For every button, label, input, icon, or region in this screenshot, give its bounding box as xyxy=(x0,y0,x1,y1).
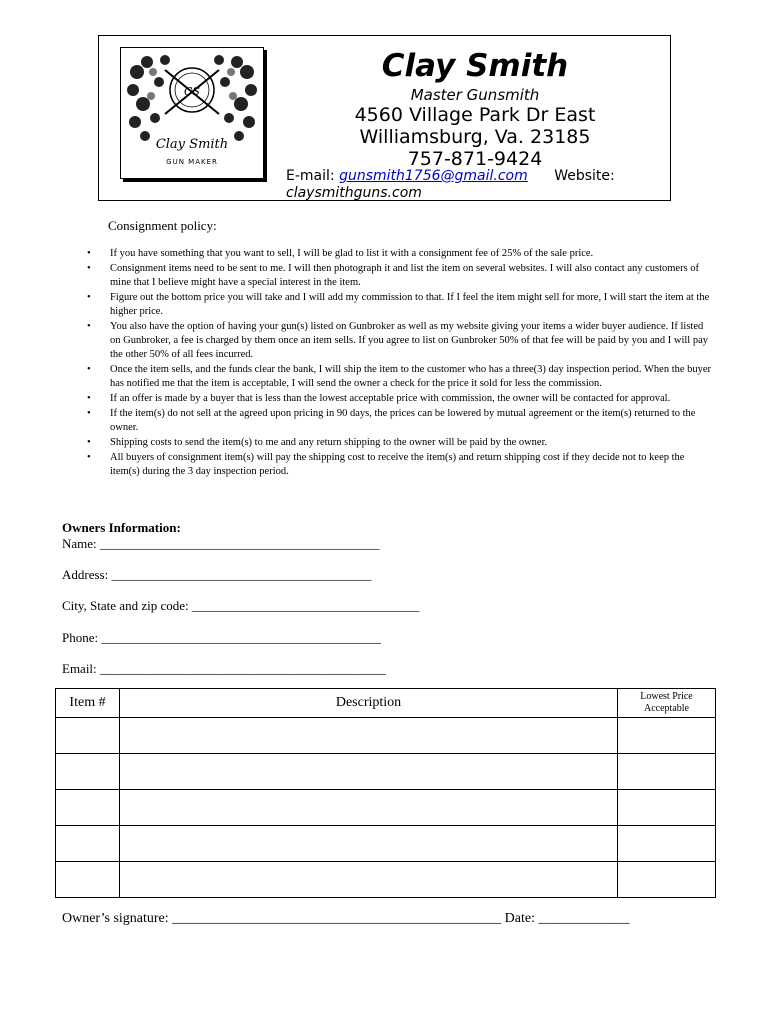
business-phone: 757-871-9424 xyxy=(407,148,543,170)
table-row xyxy=(56,718,716,754)
price-cell[interactable] xyxy=(618,790,716,826)
table-row xyxy=(56,826,716,862)
business-name: Clay Smith xyxy=(381,48,569,84)
table-row xyxy=(56,862,716,898)
description-cell[interactable] xyxy=(120,790,618,826)
policy-item: • Shipping costs to send the item(s) to me and any return shipping to the owner will be paid by the owner. xyxy=(87,437,548,448)
policy-item: • Consignment items need to be sent to me. I will then photograph it and list the item on several websites. I will also contact any customers of mine that I believe might have a special interest in the item. xyxy=(87,263,700,288)
website-label: Website: xyxy=(554,168,615,184)
contact-line xyxy=(286,168,666,202)
bullet-icon: • xyxy=(87,248,91,259)
item-number-cell[interactable] xyxy=(56,754,120,790)
item-number-cell[interactable] xyxy=(56,862,120,898)
bullet-icon: • xyxy=(87,408,91,419)
policy-item: • Once the item sells, and the funds clear the bank, I will ship the item to the customer who has a three(3) day inspection period. When the buyer has notified me that the item is acceptable, I will send the owner a check for the price it sold for less the commission. xyxy=(87,364,712,389)
table-header-row xyxy=(56,689,716,718)
price-cell[interactable] xyxy=(618,826,716,862)
city-address: Williamsburg, Va. 23185 xyxy=(359,126,591,148)
lowest-price-header: Lowest Price Acceptable xyxy=(618,689,716,718)
item-number-cell[interactable] xyxy=(56,826,120,862)
item-number-header: Item # xyxy=(56,689,120,718)
price-cell[interactable] xyxy=(618,718,716,754)
owner-city-field[interactable]: City, State and zip code: ___________________________________ xyxy=(62,598,420,613)
bullet-icon: • xyxy=(87,437,91,448)
website-url: claysmithguns.com xyxy=(286,185,422,201)
street-address: 4560 Village Park Dr East xyxy=(354,104,596,126)
table-row xyxy=(56,790,716,826)
svg-text:CS: CS xyxy=(184,85,200,98)
email-link[interactable]: gunsmith1756@gmail.com xyxy=(339,168,528,184)
price-cell[interactable] xyxy=(618,754,716,790)
logo-emblem-icon xyxy=(125,52,259,174)
bullet-icon: • xyxy=(87,263,91,274)
policy-heading: Consignment policy: xyxy=(108,218,217,233)
owner-address-field[interactable]: Address: ________________________________________ xyxy=(62,567,372,582)
description-cell[interactable] xyxy=(120,862,618,898)
price-cell[interactable] xyxy=(618,862,716,898)
description-cell[interactable] xyxy=(120,718,618,754)
email-label: E-mail: xyxy=(286,168,335,184)
gunsmith-logo xyxy=(120,47,264,179)
svg-text:Clay Smith: Clay Smith xyxy=(155,137,229,152)
item-number-cell[interactable] xyxy=(56,718,120,754)
owner-email-field[interactable]: Email: ____________________________________________ xyxy=(62,661,386,676)
svg-text:GUN MAKER: GUN MAKER xyxy=(166,158,218,166)
item-number-cell[interactable] xyxy=(56,790,120,826)
owner-name-field[interactable]: Name: ___________________________________________ xyxy=(62,536,380,551)
owner-phone-field[interactable]: Phone: ___________________________________________ xyxy=(62,630,381,645)
bullet-icon: • xyxy=(87,321,91,332)
description-cell[interactable] xyxy=(120,826,618,862)
table-row xyxy=(56,754,716,790)
description-header: Description xyxy=(120,689,618,718)
policy-item: • Figure out the bottom price you will take and I will add my commission to that. If I feel the item might sell for more, I will start the item at the higher price. xyxy=(87,292,710,317)
policy-item: • If an offer is made by a buyer that is less than the lowest acceptable price with commission, the owner will be contacted for approval. xyxy=(87,393,671,404)
policy-item: • If you have something that you want to sell, I will be glad to list it with a consignment fee of 25% of the sale price. xyxy=(87,248,594,259)
policy-item: • All buyers of consignment item(s) will pay the shipping cost to receive the item(s) and return shipping cost if they decide not to keep the item(s) during the 3 day inspection period. xyxy=(87,452,685,477)
policy-item: • If the item(s) do not sell at the agreed upon pricing in 90 days, the prices can be lowered by mutual agreement or the item(s) returned to the owner. xyxy=(87,408,696,433)
owners-info-heading: Owners Information: xyxy=(62,520,181,535)
bullet-icon: • xyxy=(87,452,91,463)
description-cell[interactable] xyxy=(120,754,618,790)
items-table xyxy=(55,688,716,898)
bullet-icon: • xyxy=(87,364,91,375)
business-tagline: Master Gunsmith xyxy=(410,86,540,104)
bullet-icon: • xyxy=(87,292,91,303)
policy-list xyxy=(84,247,714,480)
policy-item: • You also have the option of having your gun(s) listed on Gunbroker as well as my website giving your items a wider buyer audience. If listed on Gunbroker, a fee is charged by them once an item sells. If you agree to list on Gunbroker 50% of that fee will be paid by you and I will pay the other 50% of all fees incurred. xyxy=(87,321,709,360)
bullet-icon: • xyxy=(87,393,91,404)
signature-date-line[interactable]: Owner’s signature: _______________________________________________ Date: _____________ xyxy=(62,911,630,926)
